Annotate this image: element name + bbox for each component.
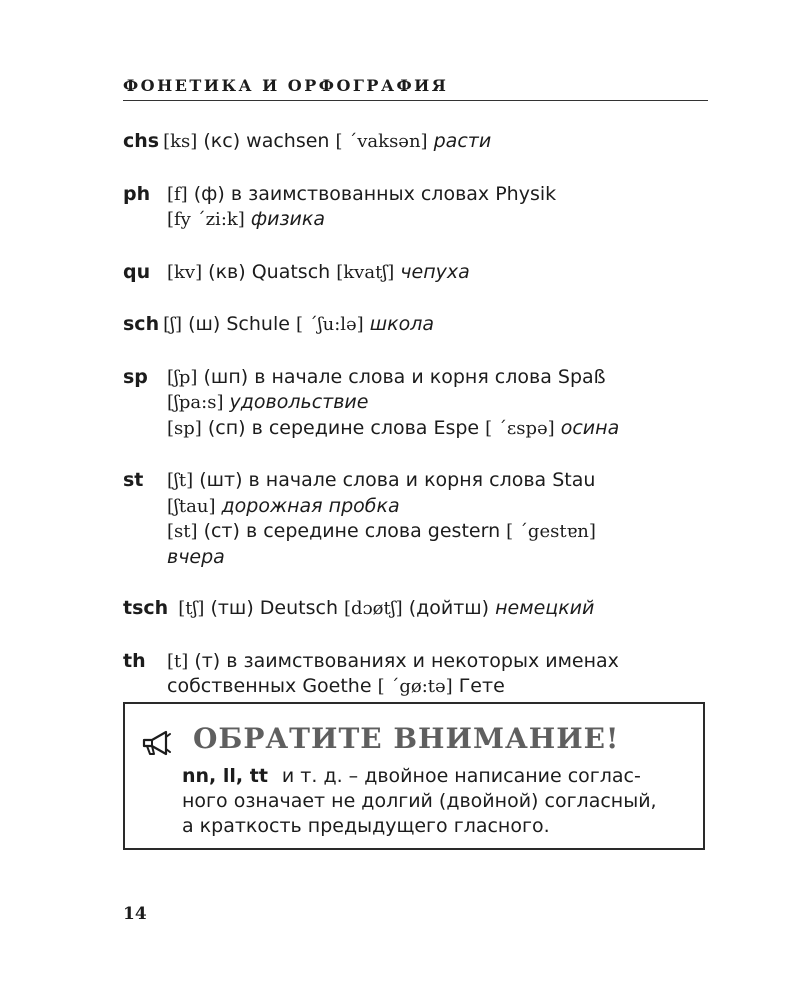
page-number: 14 xyxy=(123,904,147,924)
entry-pronunciation: [dɔøtʃ] xyxy=(344,598,403,619)
entry-key: ph xyxy=(123,182,151,205)
entry-ipa: [ʃt] xyxy=(167,470,194,491)
entry-qu xyxy=(123,260,713,286)
entry-line xyxy=(167,390,713,416)
entry-russian-reading: (дойтш) xyxy=(408,597,490,619)
attention-line-3: а краткость предыдущего гласного. xyxy=(182,815,550,837)
entry-key: st xyxy=(123,469,144,491)
entry-line xyxy=(167,674,713,700)
entry-russian-sound: (сп) xyxy=(207,416,246,439)
entry-key: qu xyxy=(123,260,151,283)
entry-russian-sound: (ф) xyxy=(193,182,225,205)
entry-translation: Гете xyxy=(458,675,505,697)
entry-pronunciation: [fy ´zi:k] xyxy=(167,209,245,230)
megaphone-icon xyxy=(141,728,175,760)
entry-russian-sound: (т) xyxy=(194,649,221,672)
entry-key: sch xyxy=(123,313,160,335)
entry-example-word: wachsen xyxy=(246,130,330,152)
entry-translation: осина xyxy=(560,416,620,439)
entry-translation: немецкий xyxy=(495,597,595,619)
entry-ipa: [sp] xyxy=(167,417,202,439)
attention-line-1: и т. д. – двойное написание соглас- xyxy=(281,765,641,787)
entry-translation: расти xyxy=(433,130,492,152)
entry-example-word: Quatsch xyxy=(251,260,331,283)
entry-russian-sound: (тш) xyxy=(210,597,254,619)
attention-text xyxy=(182,764,697,839)
entry-sp xyxy=(123,365,713,442)
entry-translation: физика xyxy=(250,208,326,230)
entry-example-word: Deutsch xyxy=(259,597,338,619)
entry-sch xyxy=(123,312,713,338)
entry-translation: дорожная пробка xyxy=(221,494,400,517)
entry-pronunciation: [kvatʃ] xyxy=(336,261,395,283)
entry-translation: чепуха xyxy=(400,260,470,283)
entry-pronunciation: [ʃpa:s] xyxy=(167,392,224,413)
entry-line xyxy=(167,649,713,675)
entry-pronunciation: [ ´ɛspə] xyxy=(485,417,555,439)
entry-example-word: Schule xyxy=(226,313,290,335)
entry-description: в середине слова Espe xyxy=(251,416,480,439)
entry-pronunciation: [ʃtau] xyxy=(167,495,216,517)
entry-ipa: [t] xyxy=(167,650,189,672)
attention-key: nn, ll, tt xyxy=(182,765,268,787)
header-divider xyxy=(123,100,708,101)
entry-ipa: [kv] xyxy=(167,261,203,283)
entry-ipa: [ks] xyxy=(163,131,198,152)
entry-key: sp xyxy=(123,365,148,388)
entry-ipa: [f] xyxy=(167,183,188,205)
entry-line xyxy=(167,519,713,545)
entry-description: в начале слова и корня слова Spaß xyxy=(254,365,606,388)
page-header-title: ФОНЕТИКА И ОРФОГРАФИЯ xyxy=(123,76,449,95)
attention-line xyxy=(182,764,697,789)
entry-key: th xyxy=(123,649,146,672)
entry-description: в заимствованиях и некоторых именах xyxy=(226,649,619,672)
entry-translation: удовольствие xyxy=(229,391,369,413)
entry-key: chs xyxy=(123,130,160,152)
entry-russian-sound: (шп) xyxy=(203,365,249,388)
attention-box xyxy=(123,702,705,850)
entry-key: tsch xyxy=(123,597,169,619)
entry-pronunciation: [ ´gø:tə] xyxy=(377,676,453,697)
entry-russian-sound: (ст) xyxy=(203,520,240,542)
entry-description: в начале слова и корня слова Stau xyxy=(248,469,596,491)
entry-line xyxy=(167,494,713,520)
entry-pronunciation: [ ´gestɐn] xyxy=(506,521,596,542)
entry-chs xyxy=(123,129,713,155)
entry-line xyxy=(167,365,713,391)
entry-line xyxy=(167,416,713,442)
entry-tsch xyxy=(123,596,713,622)
entry-description: в заимствованных словах Physik xyxy=(230,182,557,205)
entry-russian-sound: (шт) xyxy=(199,469,243,491)
entry-ph xyxy=(123,182,713,233)
entry-th xyxy=(123,649,713,700)
entry-line xyxy=(167,182,713,208)
entry-line xyxy=(167,207,713,233)
entry-description: собственных Goethe xyxy=(167,675,372,697)
entry-ipa: [ʃp] xyxy=(167,366,198,388)
attention-line-2: ного означает не долгий (двойной) согласный, xyxy=(182,790,657,812)
entry-line xyxy=(167,468,713,494)
entry-ipa: [tʃ] xyxy=(178,598,205,619)
letter-combination-list xyxy=(123,129,713,700)
entry-translation: вчера xyxy=(167,545,225,568)
entry-russian-sound: (ш) xyxy=(188,313,221,335)
entry-line xyxy=(167,545,713,570)
entry-ipa: [ʃ] xyxy=(163,314,183,335)
entry-pronunciation: [ ´vaksən] xyxy=(335,131,428,152)
entry-description: в середине слова gestern xyxy=(245,520,501,542)
entry-russian-sound: (кс) xyxy=(203,130,241,152)
attention-title: ОБРАТИТЕ ВНИМАНИЕ! xyxy=(193,722,620,755)
entry-russian-sound: (кв) xyxy=(208,260,246,283)
entry-st xyxy=(123,468,713,569)
entry-translation: школа xyxy=(369,313,435,335)
entry-pronunciation: [ ´ʃu:lə] xyxy=(295,314,364,335)
entry-ipa: [st] xyxy=(167,521,198,542)
